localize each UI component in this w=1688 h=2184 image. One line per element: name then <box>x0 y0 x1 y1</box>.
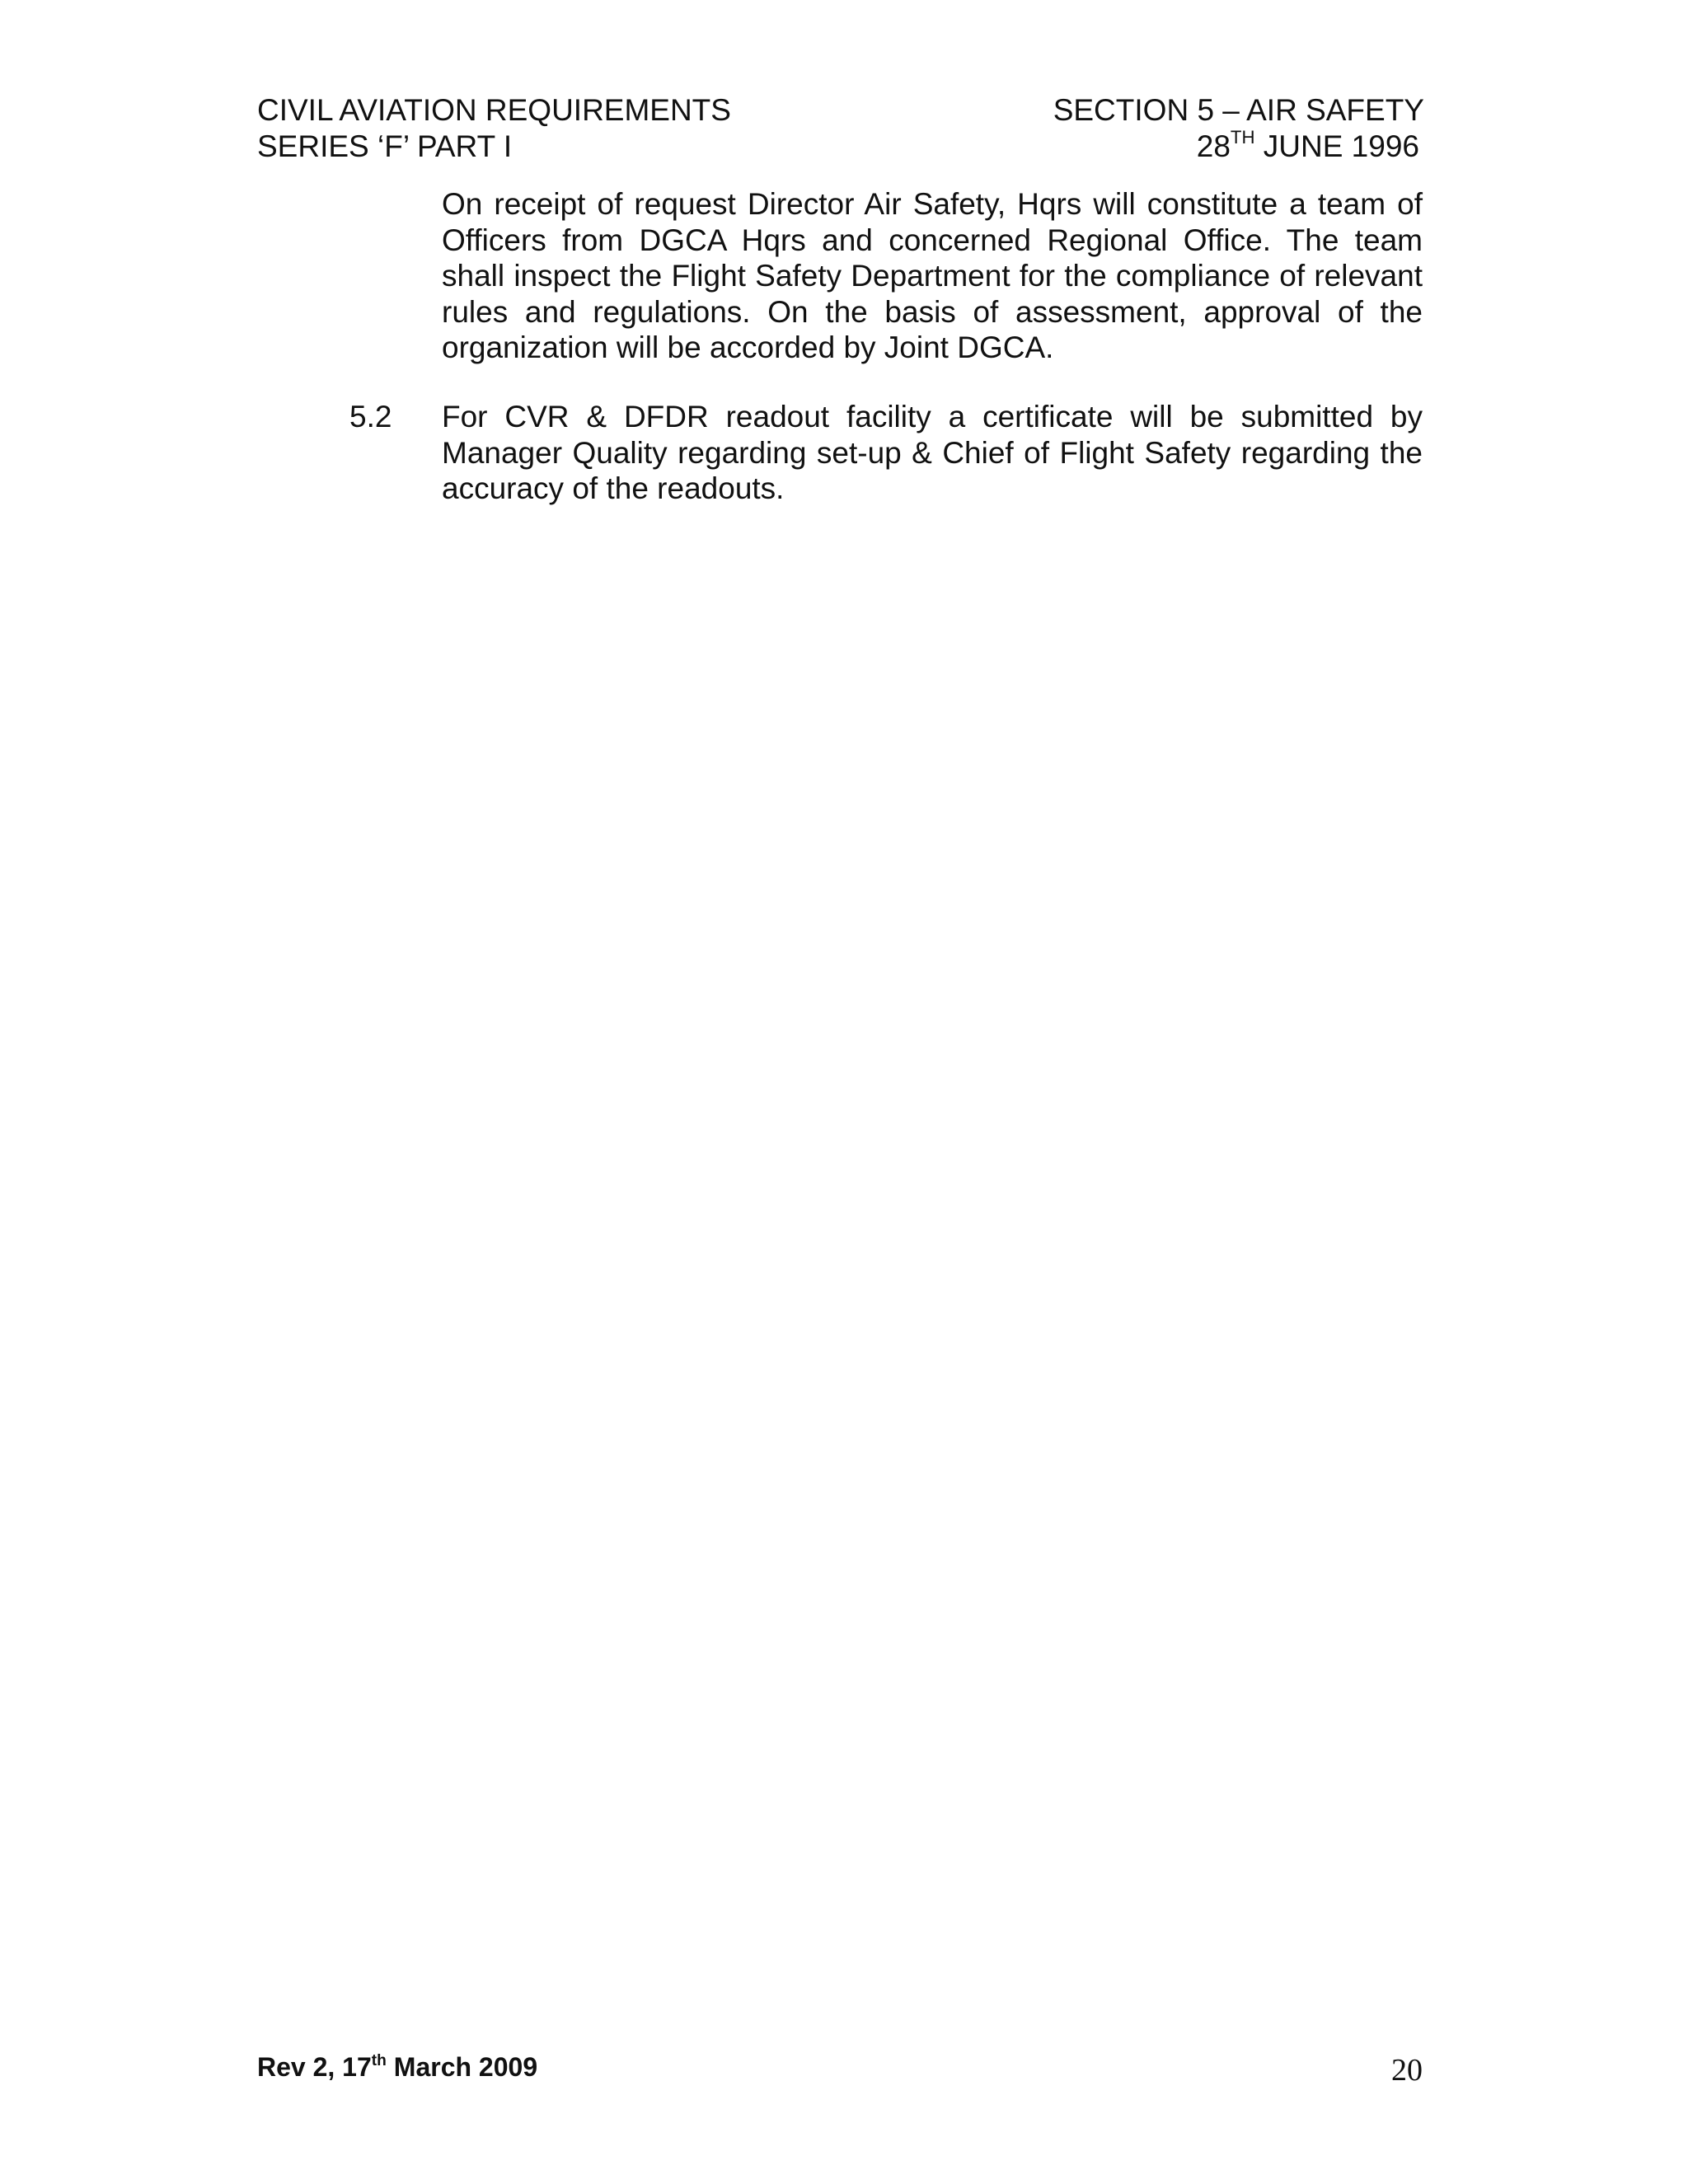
header-section: SECTION 5 – AIR SAFETY <box>1053 93 1424 127</box>
revision-prefix: Rev 2, 17 <box>257 2052 372 2082</box>
header-date-suffix: TH <box>1230 127 1255 148</box>
item-number: 5.2 <box>349 400 392 434</box>
header-date <box>1197 129 1419 169</box>
intro-paragraph: On receipt of request Director Air Safety, Hqrs will constitute a team of Officers from DGCA Hqrs and concerned Regional Office. The team shall inspect the Flight Safety Department for the compliance of relevant rules and regulations. On the basis of assessment, approval of the organization will be accorded by Joint DGCA. <box>442 187 1423 364</box>
header-title: CIVIL AVIATION REQUIREMENTS <box>257 93 731 127</box>
page-number: 20 <box>1391 2053 1423 2088</box>
header-series: SERIES ‘F’ PART I <box>257 129 513 163</box>
header-date-rest: JUNE 1996 <box>1254 129 1419 163</box>
revision-rest: March 2009 <box>386 2052 538 2082</box>
header-date-day: 28 <box>1196 129 1231 163</box>
revision-suffix: th <box>371 2051 387 2069</box>
item-text: For CVR & DFDR readout facility a certificate will be submitted by Manager Quality regarding set-up & Chief of Flight Safety regarding the accuracy of the readouts. <box>442 400 1423 505</box>
revision-footer <box>257 2050 537 2088</box>
